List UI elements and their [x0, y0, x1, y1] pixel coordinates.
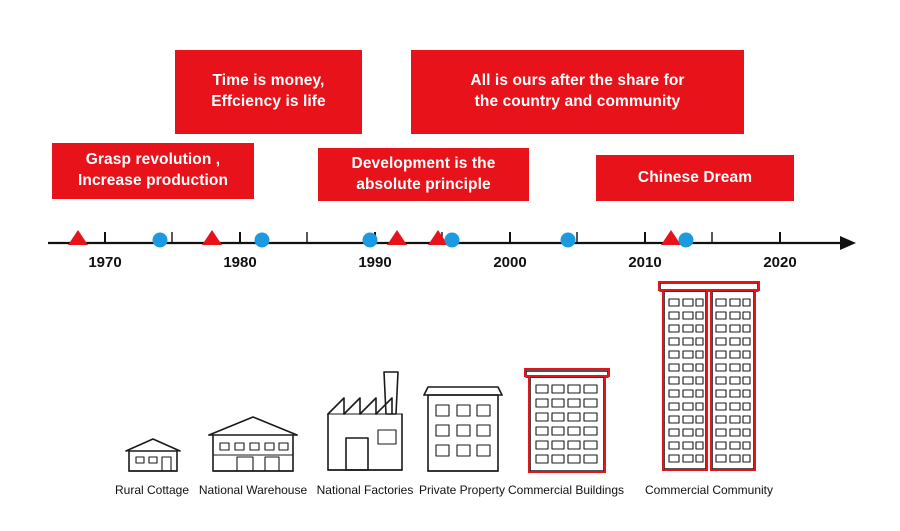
circle-marker-icon [561, 233, 576, 248]
axis-tick-1990: 1990 [358, 254, 392, 271]
slogan-chinese-dream [596, 155, 794, 201]
slogan-line: absolute principle [356, 175, 491, 193]
circle-marker-icon [445, 233, 460, 248]
slogan-line: the country and community [474, 93, 681, 110]
axis-tick-1980: 1980 [223, 254, 257, 271]
rural-cottage-illustration [116, 435, 190, 475]
slogan-line: Development is the [351, 154, 496, 172]
triangle-marker-icon [387, 230, 407, 245]
slogan-time-is-money [175, 50, 362, 134]
commercial-buildings-illustration [520, 363, 614, 475]
circle-marker-icon [153, 233, 168, 248]
slogan-grasp-revolution [52, 143, 254, 199]
circle-marker-icon [255, 233, 270, 248]
triangle-marker-icon [68, 230, 88, 245]
private-property-illustration [420, 381, 506, 475]
axis-tick-2020: 2020 [763, 254, 797, 271]
commercial-buildings-label: Commercial Buildings [507, 483, 625, 497]
private-property-label: Private Property [418, 483, 506, 497]
axis-tick-2000: 2000 [493, 254, 527, 271]
national-warehouse-illustration [203, 413, 303, 475]
commercial-community-label: Commercial Community [644, 483, 774, 497]
triangle-marker-icon [202, 230, 222, 245]
circle-marker-icon [363, 233, 378, 248]
axis-tick-2010: 2010 [628, 254, 662, 271]
national-warehouse-label: National Warehouse [198, 483, 308, 497]
slogan-line: Effciency is life [211, 93, 326, 110]
slogan-line: Grasp revolution , [85, 151, 221, 169]
national-factories-illustration [322, 368, 408, 475]
slogan-line: Chinese Dream [637, 168, 753, 186]
commercial-community-illustration [650, 279, 768, 475]
slogan-development-principle [318, 148, 529, 201]
slogan-line: Time is money, [212, 72, 325, 90]
rural-cottage-label: Rural Cottage [114, 483, 190, 497]
slogan-line: All is ours after the share for [470, 72, 685, 90]
national-factories-label: National Factories [316, 483, 414, 497]
slogan-all-is-ours [411, 50, 744, 134]
axis-tick-1970: 1970 [88, 254, 122, 271]
circle-marker-icon [679, 233, 694, 248]
slogan-line: Increase production [77, 172, 229, 189]
